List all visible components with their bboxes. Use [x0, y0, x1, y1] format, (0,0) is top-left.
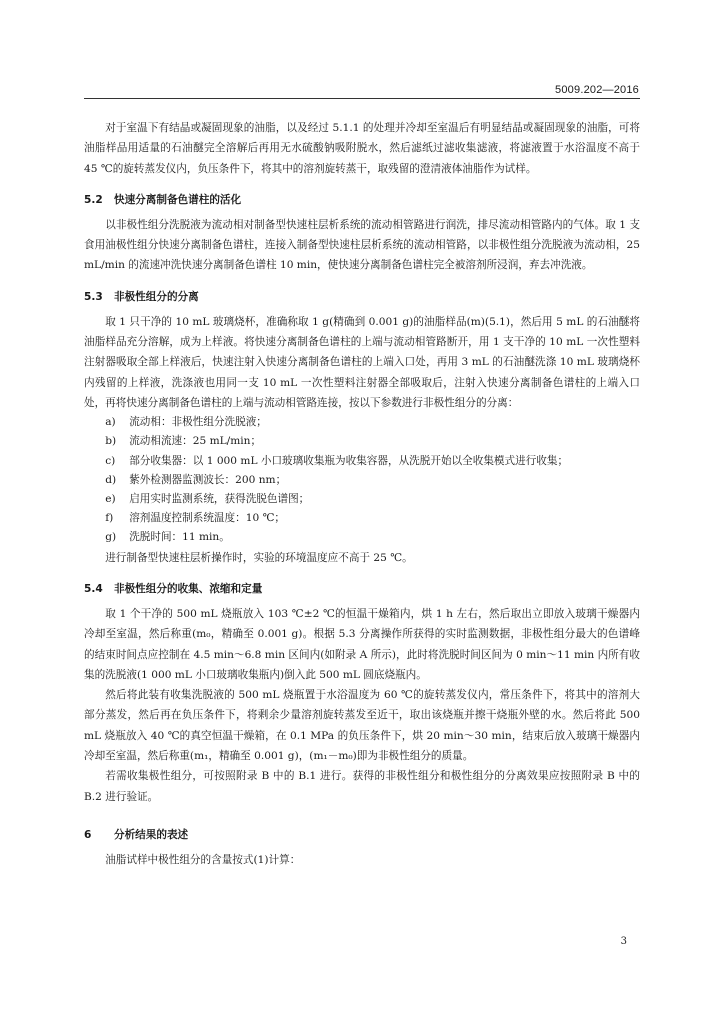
- list-marker: b): [105, 435, 117, 448]
- list-item: [84, 528, 640, 547]
- section-number: 5.4: [84, 582, 103, 595]
- paragraph-crystallized-fat: 对于室温下有结晶或凝固现象的油脂，以及经过 5.1.1 的处理并冷却至室温后有明显结晶或凝固现象的油脂，可将油脂样品用适量的石油醚完全溶解后再用无水硫酸钠吸附脱水，然后滤纸过滤收集滤液，将滤液置于水浴温度不高于 45 ℃的旋转蒸发仪内，负压条件下，将其中的溶剂旋转蒸干，取残留的澄清液体油脂作为试样。: [84, 122, 640, 175]
- paragraph-formula-intro: 油脂试样中极性组分的含量按式(1)计算：: [105, 853, 301, 866]
- list-marker: e): [105, 493, 116, 506]
- section-number: 5.3: [84, 290, 103, 303]
- section-title: 快速分离制备色谱柱的活化: [114, 193, 242, 206]
- paragraph-evaporation: 然后将此装有收集洗脱液的 500 mL 烧瓶置于水浴温度为 60 ℃的旋转蒸发仪内，常压条件下，将其中的溶剂大部分蒸发，然后再在负压条件下，将剩余少量溶剂旋转蒸发至近干，取出该烧瓶并擦干烧瓶外壁的水。然后将此 500 mL 烧瓶放入 40 ℃的真空恒温干燥箱，在 0.1 MPa 的负压条件下，烘 20 min～30 min，结束后放入玻璃干燥器内冷却至室温，然后称重(m₁，精确至 0.001 g)，(m₁－m₀)即为非极性组分的质量。: [84, 689, 640, 763]
- section-number: 6: [84, 828, 92, 841]
- list-text: 流动相：非极性组分洗脱液；: [129, 416, 267, 429]
- page-number: 3: [620, 936, 627, 947]
- list-item: [84, 452, 640, 471]
- section-heading-6: [84, 825, 640, 845]
- section-number: 5.2: [84, 193, 103, 206]
- list-marker: a): [105, 416, 116, 429]
- list-text: 部分收集器：以 1 000 mL 小口玻璃收集瓶为收集容器，从洗脱开始以全收集模式进行收集；: [129, 454, 569, 467]
- list-item: [84, 413, 640, 432]
- paragraph-flask-weighing: 取 1 个干净的 500 mL 烧瓶放入 103 ℃±2 ℃的恒温干燥箱内，烘 1 h 左右，然后取出立即放入玻璃干燥器内冷却至室温，然后称重(m₀，精确至 0.001 g)。根据 5.3 分离操作所获得的实时监测数据，非极性组分最大的色谱峰的结束时间点应控制在 4.5 min～6.8 min 区间内(如附录 A 所示)，此时将洗脱时间区间为 0 min～11 min 内所有收集的洗脱液(1 000 mL 小口玻璃收集瓶内)倒入此 500 mL 圆底烧瓶内。: [84, 607, 640, 681]
- paragraph-polar-collection: 若需收集极性组分，可按照附录 B 中的 B.1 进行。获得的非极性组分和极性组分的分离效果应按照附录 B 中的 B.2 进行验证。: [84, 770, 640, 803]
- list-item: [84, 490, 640, 509]
- paragraph-nonpolar-separation: 取 1 只干净的 10 mL 玻璃烧杯，准确称取 1 g(精确到 0.001 g)的油脂样品(m)(5.1)，然后用 5 mL 的石油醚将油脂样品充分溶解，成为上样液。将快速分离制备色谱柱的上端与流动相管路断开，用 1 支干净的 10 mL 一次性塑料注射器吸取全部上样液后，快速注射入快速分离制备色谱柱的上端入口处，再用 3 mL 的石油醚洗涤 10 mL 玻璃烧杯内残留的上样液，洗涤液也用同一支 10 mL 一次性塑料注射器全部吸取后，注射入快速分离制备色谱柱的上端入口处，再将快速分离制备色谱柱的上端与流动相管路连接，按以下参数进行非极性组分的分离：: [84, 315, 640, 409]
- list-text: 紫外检测器监测波长：200 nm；: [129, 473, 287, 486]
- list-marker: c): [105, 454, 116, 467]
- list-text: 流动相流速：25 mL/min；: [129, 435, 262, 448]
- paragraph-temperature-note: 进行制备型快速柱层析操作时，实验的环境温度应不高于 25 ℃。: [105, 551, 413, 564]
- list-text: 启用实时监测系统，获得洗脱色谱图；: [129, 493, 310, 506]
- section-title: 非极性组分的分离: [114, 290, 199, 303]
- section-heading-5-3: [84, 287, 640, 307]
- section-heading-5-2: [84, 190, 640, 210]
- section-title: 分析结果的表述: [114, 828, 189, 841]
- list-marker: g): [105, 531, 117, 544]
- standard-code: 5009.202—2016: [555, 84, 639, 96]
- list-item: [84, 509, 640, 528]
- header-rule: [84, 98, 640, 99]
- document-body: [84, 118, 640, 870]
- list-marker: f): [105, 512, 114, 525]
- list-text: 溶剂温度控制系统温度：10 ℃；: [129, 512, 286, 525]
- list-marker: d): [105, 473, 117, 486]
- parameter-list: [84, 413, 640, 547]
- list-text: 洗脱时间：11 min。: [129, 531, 230, 544]
- section-heading-5-4: [84, 579, 640, 599]
- list-item: [84, 471, 640, 490]
- paragraph-column-activation: 以非极性组分洗脱液为流动相对制备型快速柱层析系统的流动相管路进行润洗，排尽流动相管路内的气体。取 1 支食用油极性组分快速分离制备色谱柱，连接入制备型快速柱层析系统的流动相管路，以非极性组分洗脱液为流动相，25 mL/min 的流速冲洗快速分离制备色谱柱 10 min，使快速分离制备色谱柱完全被溶剂所浸润，弃去冲洗液。: [84, 218, 640, 272]
- list-item: [84, 432, 640, 451]
- section-title: 非极性组分的收集、浓缩和定量: [114, 582, 263, 595]
